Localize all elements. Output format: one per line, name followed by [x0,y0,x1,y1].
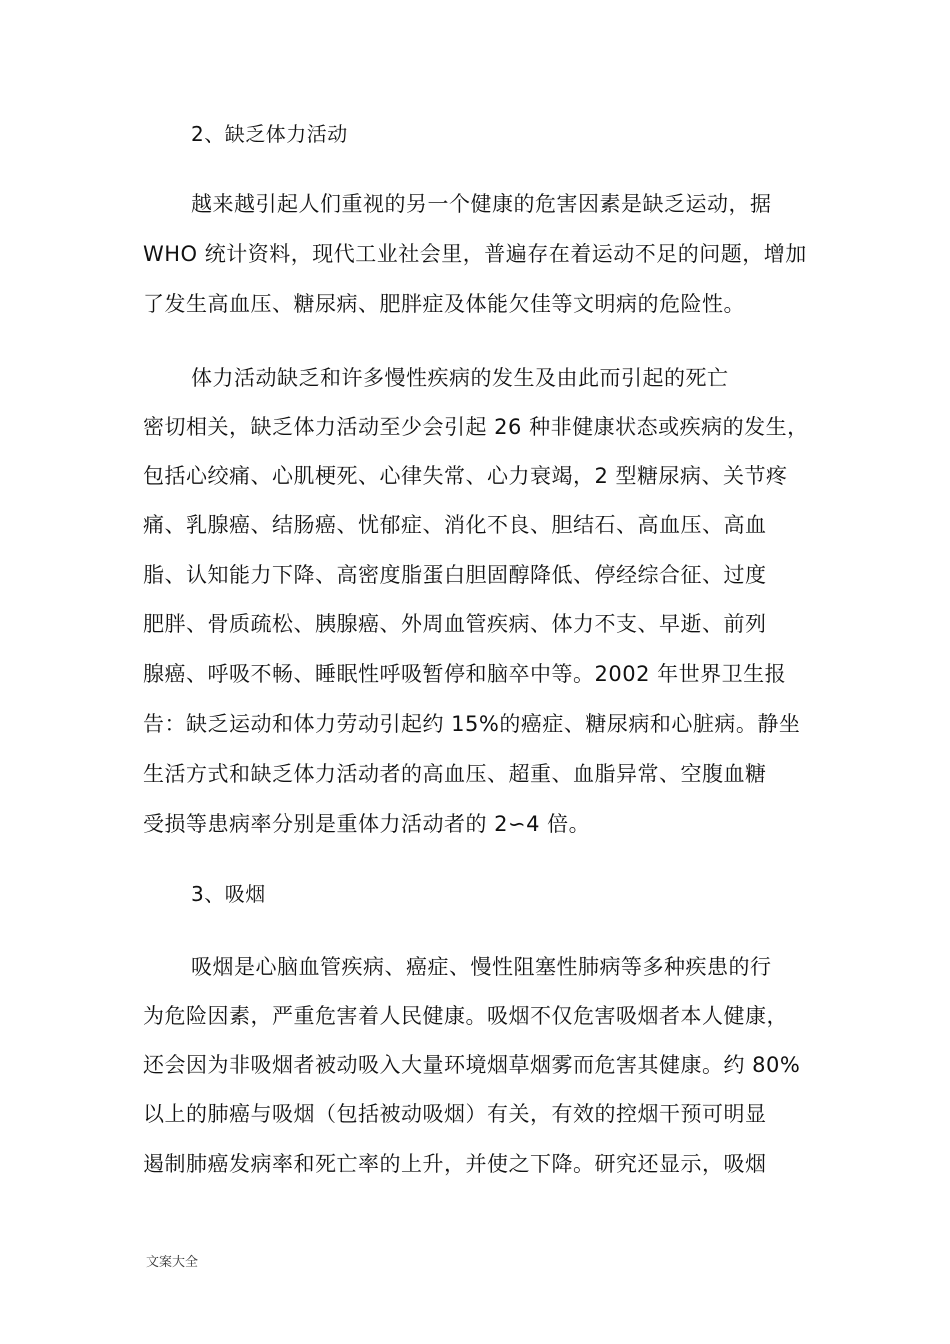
paragraph-line: 生活方式和缺乏体力活动者的高血压、超重、血脂异常、空腹血糖 [143,762,767,786]
paragraph-line: 包括心绞痛、心肌梗死、心律失常、心力衰竭，2 型糖尿病、关节疼 [143,464,788,488]
paragraph-line: 脂、认知能力下降、高密度脂蛋白胆固醇降低、停经综合征、过度 [143,563,767,587]
section-2-heading: 2、缺乏体力活动 [191,122,348,146]
page-footer-label: 文案大全 [146,1255,199,1270]
section-3-heading: 3、吸烟 [191,882,266,906]
paragraph-line: 了发生高血压、糖尿病、肥胖症及体能欠佳等文明病的危险性。 [143,292,745,316]
paragraph-line: 体力活动缺乏和许多慢性疾病的发生及由此而引起的死亡 [191,366,729,390]
paragraph-line: 还会因为非吸烟者被动吸入大量环境烟草烟雾而危害其健康。约 80% [143,1053,801,1077]
paragraph-line: 吸烟是心脑血管疾病、癌症、慢性阻塞性肺病等多种疾患的行 [191,955,772,979]
paragraph-line: 密切相关，缺乏体力活动至少会引起 26 种非健康状态或疾病的发生， [143,415,809,439]
paragraph-line: 为危险因素，严重危害着人民健康。吸烟不仅危害吸烟者本人健康， [143,1004,788,1028]
paragraph-line: 痛、乳腺癌、结肠癌、忧郁症、消化不良、胆结石、高血压、高血 [143,513,767,537]
paragraph-line: WHO 统计资料，现代工业社会里，普遍存在着运动不足的问题，增加 [143,242,807,266]
paragraph-line: 受损等患病率分别是重体力活动者的 2∽4 倍。 [143,812,591,836]
paragraph-line: 告：缺乏运动和体力劳动引起约 15%的癌症、糖尿病和心脏病。静坐 [143,712,801,736]
paragraph-line: 以上的肺癌与吸烟（包括被动吸烟）有关，有效的控烟干预可明显 [143,1102,767,1126]
paragraph-line: 肥胖、骨质疏松、胰腺癌、外周血管疾病、体力不支、早逝、前列 [143,612,767,636]
paragraph-line: 越来越引起人们重视的另一个健康的危害因素是缺乏运动，据 [191,192,772,216]
paragraph-line: 遏制肺癌发病率和死亡率的上升，并使之下降。研究还显示，吸烟 [143,1152,767,1176]
paragraph-line: 腺癌、呼吸不畅、睡眠性呼吸暂停和脑卒中等。2002 年世界卫生报 [143,662,787,686]
